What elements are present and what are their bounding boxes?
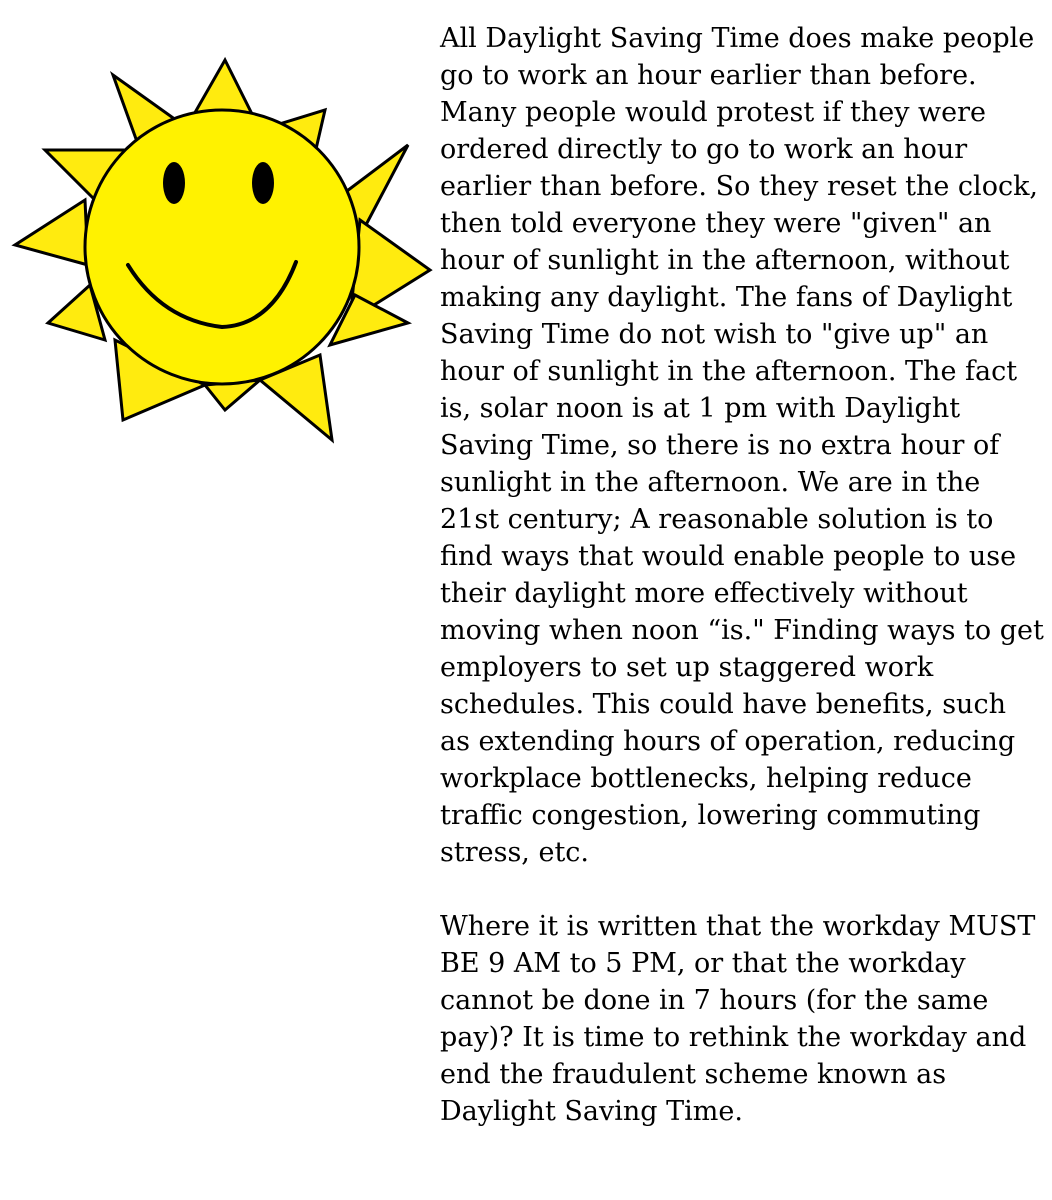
smiling-sun-icon	[10, 55, 440, 445]
sun-ray	[15, 200, 88, 265]
article-paragraph-1: All Daylight Saving Time does make people go to work an hour earlier than before. Many people would protest if they were ordered directly to go to work an hour earlier than before. So they reset the clock, then told everyone they were "given" an hour of sunlight in the afternoon, without making any daylight. The fans of Daylight Saving Time do not wish to "give up" an hour of sunlight in the afternoon. The fact is, solar noon is at 1 pm with Daylight Saving Time, so there is no extra hour of sunlight in the afternoon. We are in the 21st century; A reasonable solution is to find ways that would enable people to use their daylight more effectively without moving when noon “is." Finding ways to get employers to set up staggered work schedules. This could have benefits, such as extending hours of operation, reducing workplace bottlenecks, helping reduce traffic congestion, lowering commuting stress, etc.	[440, 23, 1044, 868]
article-paragraph-2: Where it is written that the workday MUST BE 9 AM to 5 PM, or that the workday cannot be done in 7 hours (for the same pay)? It is time to rethink the workday and end the fraudulent scheme known as Daylight Saving Time.	[440, 911, 1036, 1127]
article-text	[440, 20, 1044, 1130]
sun-face	[85, 110, 359, 384]
left-eye	[163, 162, 185, 204]
right-eye	[252, 162, 274, 204]
